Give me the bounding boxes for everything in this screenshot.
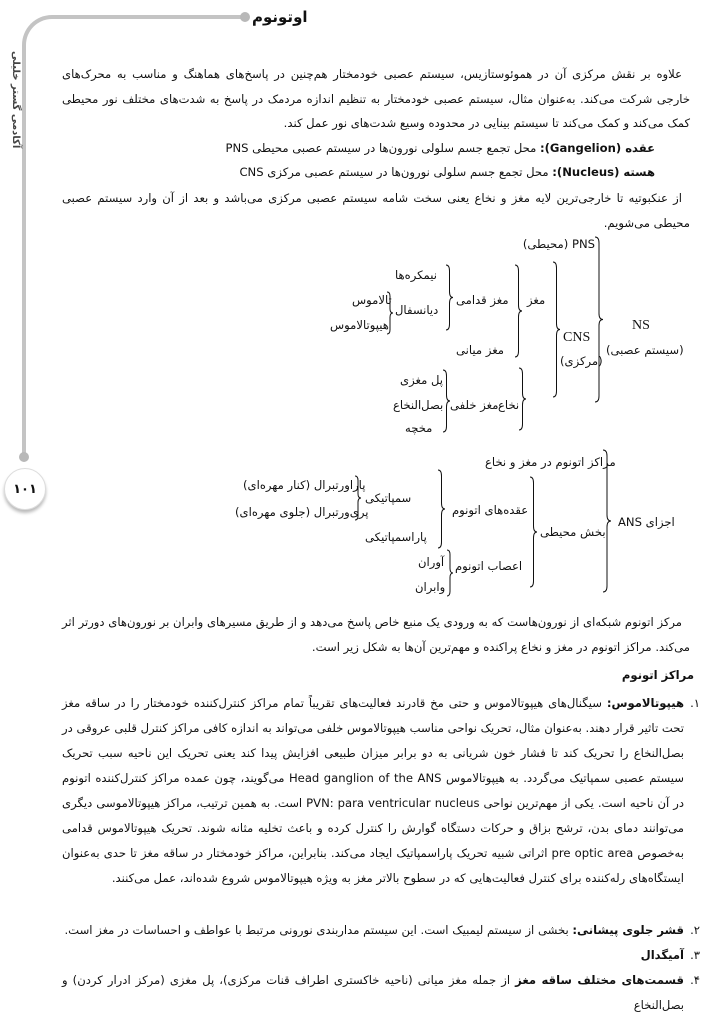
ans-root-label: اجزای ANS: [618, 515, 675, 529]
prevertebral-label: پری‌ورتبرال (جلوی مهره‌ای): [235, 505, 369, 519]
afferent-label: آوران: [418, 555, 445, 569]
page-frame-left: [22, 50, 26, 455]
brace-path: [387, 292, 393, 334]
hindbrain-label: مغز خلفی: [450, 398, 499, 412]
spinal-brace: [519, 368, 526, 430]
brace-path: [446, 265, 453, 330]
brace-path: [595, 237, 603, 402]
paravertebral-label: پاراورتبرال (کنار مهره‌ای): [243, 478, 366, 492]
brace-path: [553, 262, 560, 397]
list-item: [62, 968, 700, 1018]
brace-path: [519, 368, 526, 430]
peripheral-brace: [530, 477, 537, 587]
cns-brace: [553, 262, 560, 397]
list-number: ۱.: [690, 696, 700, 710]
list-item: [62, 691, 700, 891]
parasympathetic-label: پاراسمپاتیکی: [365, 530, 427, 544]
frame-dot: [240, 12, 250, 22]
ganglia-brace: [438, 470, 445, 548]
ganglion-def: محل تجمع جسم سلولی نورون‌ها در سیستم عصبی محیطی PNS: [225, 141, 537, 155]
nucleus-def: محل تجمع جسم سلولی نورون‌ها در سیستم عصبی مرکزی CNS: [239, 165, 549, 179]
sympathetic-brace: [355, 476, 361, 520]
page-frame-top: [22, 15, 248, 59]
centers-heading: مراکز اتونوم: [621, 668, 694, 682]
diencephalon-brace: [387, 292, 393, 334]
brace-path: [603, 450, 611, 592]
center-paragraph: مرکز اتونوم شبکه‌ای از نورون‌هاست که به ورودی یک منبع خاص پاسخ می‌دهد و از طریق مسیرهای وابران بر نورون‌های دورتر اثر می‌کند. مراکز اتونوم در مغز و نخاع پراکنده و مهم‌ترین آن‌ها به شکل زیر است.: [62, 615, 690, 654]
list-term: آمیگدال: [640, 948, 684, 962]
cns-sub-label: (مرکزی): [560, 354, 603, 368]
medulla-label: بصل‌النخاع: [393, 398, 444, 412]
pons-label: پل مغزی: [400, 373, 443, 387]
ans-peripheral-label: بخش محیطی: [540, 525, 606, 539]
intro-paragraph: علاوه بر نقش مرکزی آن در هموئوستازیس، سیستم عصبی خودمختار هم‌چنین در پاسخ‌های هماهنگ و مناسب به محرک‌های خارجی شرکت می‌کند. به‌عنوان مثال، سیستم عصبی خودمختار به تنظیم اندازه مردمک در پاسخ به شدت‌های مختلف نور محیطی کمک می‌کند و کمک می‌کند تا سیستم بینایی در محدوده وسیع شدت‌های نور عمل کند.: [62, 67, 690, 131]
ans-centers-label: مراکز اتونوم در مغز و نخاع: [485, 455, 616, 469]
nucleus-term: هسته (Nucleus):: [552, 165, 655, 179]
diencephalon-label: دیانسفال: [395, 303, 439, 317]
nucleus-definition: [239, 164, 655, 180]
efferent-label: وابران: [415, 580, 446, 594]
list-text: از جمله مغز میانی (ناحیه خاکستری اطراف قنات مرکزی)، پل مغزی (مرکز ادرار کردن) و بصل‌النخاع: [62, 973, 684, 1012]
ganglion-term: عقده (Gangelion):: [539, 141, 655, 155]
side-label: آکادمی گستر خلیلی: [10, 51, 21, 149]
brain-brace: [515, 265, 522, 357]
ganglion-definition: [225, 140, 655, 156]
ans-brace: [603, 450, 611, 592]
hypothalamus-label: هیپوتالاموس: [330, 318, 389, 332]
meninges-paragraph: از عنکبوتیه تا خارجی‌ترین لایه مغز و نخاع یعنی سخت شامه سیستم عصبی مرکزی می‌باشد و بعد از آن وارد سیستم عصبی محیطی می‌شویم.: [62, 191, 690, 230]
list-number: ۲.: [690, 923, 700, 937]
list-text: بخشی از سیستم لیمبیک است. این سیستم مداربندی نورونی مرتبط با عواطف و احساسات در مغز است.: [64, 923, 569, 937]
brace-path: [443, 370, 450, 432]
spinal-label: نخاع: [498, 398, 520, 412]
brace-path: [530, 477, 537, 587]
brace-path: [355, 476, 361, 520]
ns-brace: [595, 237, 603, 402]
forebrain-brace: [446, 265, 453, 330]
brace-path: [447, 550, 453, 596]
forebrain-label: مغز قدامی: [456, 293, 509, 307]
list-text: سیگنال‌های هیپوتالاموس و حتی مخ قادرند فعالیت‌های تقریباً تمام مراکز کنترل‌کننده خودمختار را در ساقه مغز تحت تاثیر قرار دهند. به‌عنوان مثال، تحریک نواحی مناسب هیپوتالاموس خلفی می‌تواند به اندازه کافی مراکز کنترل قلبی عروقی در بصل‌النخاع را تحریک کند تا فشار خون شریانی به دو برابر میزان طبیعی افزایش پیدا کند یعنی تحریک این ناحیه سبب تحریک سیستم عصبی سمپاتیک می‌گردد. به هیپوتالاموس Head ganglion of the ANS می‌گویند، چون عمده مراکز کنترل‌کننده اتونوم در آن ناحیه است. یکی از مهم‌ترین نواحی PVN: para ventricular nucleus است. به همین ترتیب، مراکز هیپوتالاموسی دیگری می‌توانند دمای بدن، ترشح بزاق و حرکات دستگاه گوارش را کنترل کرده و باعث تخلیه مثانه شوند. تحریک هیپوتالاموس قدامی به‌خصوص pre optic area اثراتی شبیه تحریک پاراسمپاتیک ایجاد می‌کند. بنابراین، مراکز خودمختار در ساقه مغز تا حدی به‌عنوان ایستگاه‌های رله‌کننده برای کنترل فعالیت‌هایی که در سطوح بالاتر مغز به ویژه هیپوتالاموس شروع شده‌اند، عمل می‌کنند.: [62, 696, 685, 885]
page-number: ۱۰۱: [4, 468, 46, 510]
cerebellum-label: مخچه: [405, 421, 433, 435]
list-item: [62, 918, 700, 943]
page-title: اوتونوم: [252, 8, 308, 26]
sympathetic-label: سمپاتیکی: [365, 491, 412, 505]
list-term: هیپوتالاموس:: [606, 696, 685, 710]
brace-path: [438, 470, 445, 548]
ans-nerves-label: اعصاب اتونوم: [455, 559, 523, 573]
list-term: قسمت‌های مختلف ساقه مغز: [515, 973, 684, 987]
hemispheres-label: نیمکره‌ها: [395, 268, 437, 282]
ans-ganglia-label: عقده‌های اتونوم: [452, 503, 529, 517]
brain-label: مغز: [527, 293, 546, 307]
list-number: ۳.: [690, 948, 700, 962]
frame-dot: [19, 452, 29, 462]
list-number: ۴.: [690, 973, 700, 987]
brace-path: [515, 265, 522, 357]
cns-label: CNS: [563, 330, 591, 345]
list-item: [62, 943, 700, 968]
ns-label: NS: [632, 318, 650, 333]
list-term: قشر جلوی پیشانی:: [572, 923, 684, 937]
pns-label: PNS (محیطی): [522, 237, 595, 251]
hindbrain-brace: [443, 370, 450, 432]
thalamus-label: تالاموس: [352, 293, 392, 307]
nerves-brace: [447, 550, 453, 596]
midbrain-label: مغز میانی: [456, 343, 505, 357]
ns-sub-label: (سیستم عصبی): [606, 343, 684, 357]
